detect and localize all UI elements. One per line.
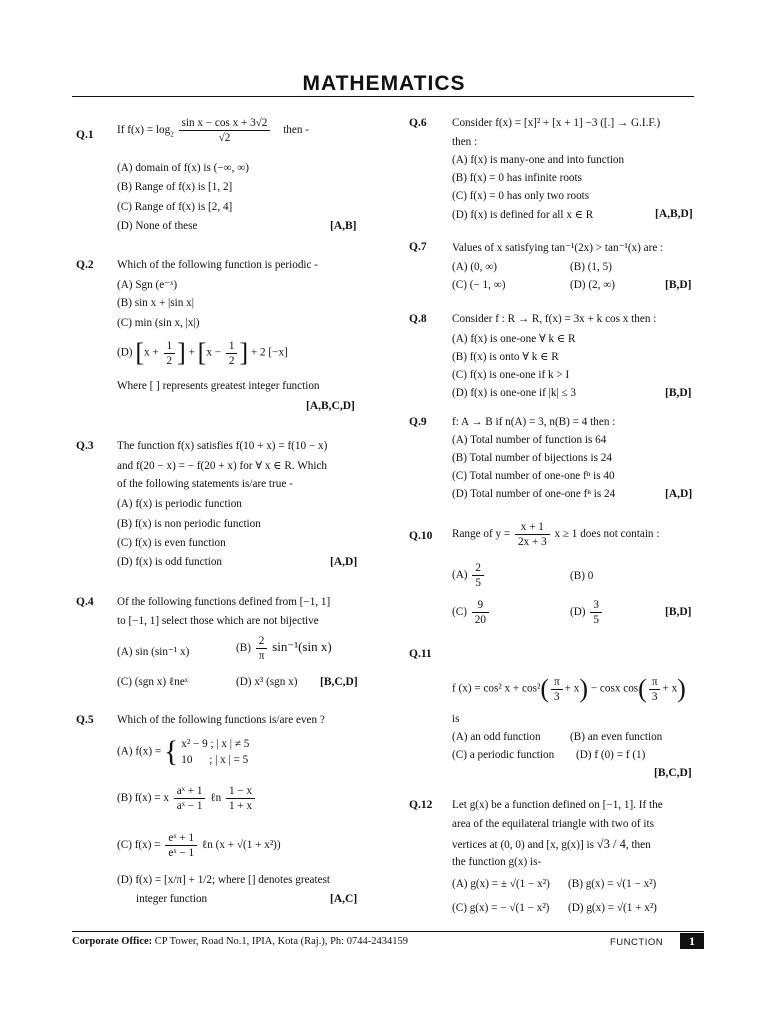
q2-option-d: (D) [x + $\frac{1}{2}$ ] + [x − $\frac{1}{2}$ ] + 2 [−x] bbox=[117, 338, 288, 367]
q2-half-num: 1 bbox=[164, 339, 176, 354]
q10-a-num: 2 bbox=[472, 561, 484, 576]
q11-is: is bbox=[452, 713, 460, 725]
q6-option-d: (D) f(x) is defined for all x ∈ R bbox=[452, 209, 594, 221]
q1-option-c: (C) Range of f(x) is [2, 4] bbox=[117, 201, 233, 213]
q5-a-case-2: 10 ; | x | = 5 bbox=[181, 754, 249, 766]
q12-line-4: the function g(x) is- bbox=[452, 856, 542, 868]
q9-option-c: (C) Total number of one-one fⁿ is 40 bbox=[452, 470, 615, 482]
q12-l3-post: , then bbox=[625, 839, 651, 851]
page-title: MATHEMATICS bbox=[302, 72, 466, 95]
q11-option-c: (C) a periodic function bbox=[452, 749, 555, 761]
q9-option-b: (B) Total number of bijections is 24 bbox=[452, 452, 612, 464]
q1-option-d: (D) None of these bbox=[117, 220, 198, 232]
q12-line-3 bbox=[452, 837, 651, 852]
q5-c-label: (C) f(x) = bbox=[117, 839, 161, 852]
q9-stem: f: A → B if n(A) = 3, n(B) = 4 then : bbox=[452, 416, 616, 428]
q12-line-1: Let g(x) be a function defined on [−1, 1]. If the bbox=[452, 799, 663, 811]
q7-option-b: (B) (1, 5) bbox=[570, 261, 612, 273]
q6-line-2: then : bbox=[452, 136, 478, 148]
q4-option-a: (A) sin (sin⁻¹ x) bbox=[117, 646, 190, 658]
q10-d-label: (D) bbox=[570, 606, 586, 619]
q12-line-2: area of the equilateral triangle with two of its bbox=[452, 818, 654, 830]
q7-option-a: (A) (0, ∞) bbox=[452, 261, 497, 273]
q1-number: Q.1 bbox=[76, 129, 94, 141]
q5-a-case-1: x² − 9 ; | x | ≠ 5 bbox=[181, 738, 250, 750]
q3-option-b: (B) f(x) is non periodic function bbox=[117, 518, 261, 530]
q4-answer: [B,C,D] bbox=[320, 676, 358, 688]
q8-option-d: (D) f(x) is one-one if |k| ≤ 3 bbox=[452, 387, 577, 399]
q11-option-b: (B) an even function bbox=[570, 731, 663, 743]
q12-number: Q.12 bbox=[409, 799, 433, 811]
q12-option-b: (B) g(x) = √(1 − x²) bbox=[568, 878, 657, 890]
q1-stem bbox=[117, 116, 309, 145]
title-rule bbox=[72, 96, 694, 97]
q1-stem-post: then - bbox=[283, 124, 309, 137]
q9-answer: [A,D] bbox=[665, 488, 693, 500]
q6-answer: [A,B,D] bbox=[655, 208, 693, 220]
q3-option-d: (D) f(x) is odd function bbox=[117, 556, 223, 568]
q11-expression: f (x) = cos² x + cos²( $\frac{\pi}{3}$ + x) − cosx cos( $\frac{\pi}{3}$ + x) bbox=[452, 674, 686, 703]
q6-option-c: (C) f(x) = 0 has only two roots bbox=[452, 190, 590, 202]
q5-number: Q.5 bbox=[76, 714, 94, 726]
q10-c-label: (C) bbox=[452, 606, 467, 619]
q10-num: x + 1 bbox=[515, 520, 550, 535]
q7-option-c: (C) (− 1, ∞) bbox=[452, 279, 506, 291]
q2-d-label: (D) bbox=[117, 346, 133, 359]
q10-option-c bbox=[452, 598, 491, 627]
q10-a-den: 5 bbox=[475, 577, 481, 589]
q2-answer: [A,B,C,D] bbox=[306, 400, 355, 412]
q1-numerator: sin x − cos x + 3√2 bbox=[179, 116, 271, 131]
q5-b-num: aˣ + 1 bbox=[174, 784, 206, 799]
q3-answer: [A,D] bbox=[330, 556, 358, 568]
q8-answer: [B,D] bbox=[665, 387, 692, 399]
q5-option-b bbox=[117, 784, 257, 813]
q2-half-num-2: 1 bbox=[226, 339, 238, 354]
q6-number: Q.6 bbox=[409, 117, 427, 129]
q4-option-d: (D) x³ (sgn x) bbox=[236, 676, 298, 688]
q10-answer: [B,D] bbox=[665, 606, 692, 618]
q4-b-label: (B) bbox=[236, 642, 251, 655]
q3-line-1: The function f(x) satisfies f(10 + x) = f(10 − x) bbox=[117, 440, 328, 452]
q3-option-a: (A) f(x) is periodic function bbox=[117, 498, 242, 510]
q2-note: Where [ ] represents greatest integer function bbox=[117, 380, 320, 392]
q12-option-c: (C) g(x) = − √(1 − x²) bbox=[452, 902, 550, 914]
q5-option-d-line-2: integer function bbox=[136, 893, 208, 905]
q2-option-c: (C) min (sin x, |x|) bbox=[117, 317, 200, 329]
q6-option-b: (B) f(x) = 0 has infinite roots bbox=[452, 172, 582, 184]
q4-line-2: to [−1, 1] select those which are not bijective bbox=[117, 615, 319, 627]
q1-option-a: (A) domain of f(x) is (−∞, ∞) bbox=[117, 162, 249, 174]
q5-option-d-line-1: (D) f(x) = [x/π] + 1/2; where [] denotes greatest bbox=[117, 874, 331, 886]
q10-den: 2x + 3 bbox=[518, 536, 547, 548]
q4-b-expr: sin⁻¹(sin x) bbox=[272, 639, 332, 655]
q2-number: Q.2 bbox=[76, 259, 94, 271]
q5-option-a: (A) f(x) = { x² − 9 ; | x | ≠ 5 10 ; | x | = 5 bbox=[117, 735, 250, 768]
q11-expr-3: − cosx cos bbox=[590, 682, 639, 695]
footer-office bbox=[72, 936, 408, 947]
q1-option-b: (B) Range of f(x) is [1, 2] bbox=[117, 181, 233, 193]
q12-option-a: (A) g(x) = ± √(1 − x²) bbox=[452, 878, 550, 890]
q11-answer: [B,C,D] bbox=[654, 767, 692, 779]
q6-option-a: (A) f(x) is many-one and into function bbox=[452, 154, 625, 166]
q10-stem bbox=[452, 520, 659, 549]
q8-option-c: (C) f(x) is one-one if k > I bbox=[452, 369, 570, 381]
q9-number: Q.9 bbox=[409, 416, 427, 428]
q12-option-d: (D) g(x) = √(1 + x²) bbox=[568, 902, 657, 914]
q8-option-b: (B) f(x) is onto ∀ k ∈ R bbox=[452, 351, 559, 363]
q11-option-a: (A) an odd function bbox=[452, 731, 541, 743]
q1-stem-pre: If f(x) = log bbox=[117, 124, 171, 137]
footer-office-label: Corporate Office: bbox=[72, 936, 153, 947]
q11-expr-1: f (x) = cos² x + cos² bbox=[452, 682, 541, 695]
q11-three-1: 3 bbox=[554, 690, 560, 703]
q9-option-d: (D) Total number of one-one fⁿ is 24 bbox=[452, 488, 616, 500]
q11-pi-1: π bbox=[551, 675, 563, 690]
q1-log-base: 2 bbox=[170, 130, 174, 139]
q3-line-2: and f(20 − x) = − f(20 + x) for ∀ x ∈ R. Which bbox=[117, 460, 328, 472]
q2-d-term2: x − bbox=[206, 346, 222, 359]
q10-c-num: 9 bbox=[472, 598, 489, 613]
q10-d-num: 3 bbox=[590, 598, 602, 613]
q10-option-a bbox=[452, 561, 486, 590]
q1-denominator: √2 bbox=[218, 132, 231, 144]
q1-fraction bbox=[179, 116, 271, 145]
q9-option-a: (A) Total number of function is 64 bbox=[452, 434, 607, 446]
q10-option-b: (B) 0 bbox=[570, 570, 594, 582]
q7-option-d: (D) (2, ∞) bbox=[570, 279, 615, 291]
q2-half-den: 2 bbox=[166, 354, 173, 367]
q11-three-2: 3 bbox=[651, 690, 658, 703]
q12-l3-pre: vertices at (0, 0) and [x, g(x)] is bbox=[452, 839, 594, 851]
page-number: 1 bbox=[680, 933, 704, 949]
q8-option-a: (A) f(x) is one-one ∀ k ∈ R bbox=[452, 333, 576, 345]
q7-answer: [B,D] bbox=[665, 279, 692, 291]
q2-stem: Which of the following function is periodic - bbox=[117, 259, 319, 271]
q7-number: Q.7 bbox=[409, 241, 427, 253]
q5-c-den: eˣ − 1 bbox=[168, 847, 195, 859]
q1-answer: [A,B] bbox=[330, 220, 357, 232]
q11-expr-2: + x bbox=[564, 682, 580, 695]
q5-option-c bbox=[117, 831, 281, 860]
q2-half-den-2: 2 bbox=[228, 354, 235, 367]
q5-c-num: eˣ + 1 bbox=[165, 831, 197, 846]
q2-d-tail: + 2 [−x] bbox=[250, 346, 288, 359]
q4-line-1: Of the following functions defined from [−1, 1] bbox=[117, 596, 331, 608]
q5-b-den: aˣ − 1 bbox=[176, 800, 203, 812]
q8-stem: Consider f : R → R, f(x) = 3x + k cos x then : bbox=[452, 313, 657, 325]
q11-number: Q.11 bbox=[409, 648, 432, 660]
q3-option-c: (C) f(x) is even function bbox=[117, 537, 226, 549]
q11-option-d: (D) f (0) = f (1) bbox=[576, 749, 646, 761]
q10-a-label: (A) bbox=[452, 569, 468, 582]
q5-answer: [A,C] bbox=[330, 893, 358, 905]
q5-c-ln: ℓn (x + √(1 + x²)) bbox=[201, 839, 281, 852]
q5-b-label: (B) f(x) = x bbox=[117, 792, 169, 805]
q3-line-3: of the following statements is/are true - bbox=[117, 478, 293, 490]
q4-b-num: 2 bbox=[256, 634, 268, 649]
q4-number: Q.4 bbox=[76, 596, 94, 608]
q11-pi-2: π bbox=[649, 675, 661, 690]
q10-d-den: 5 bbox=[593, 614, 599, 626]
q2-option-a: (A) Sgn (e⁻ˣ) bbox=[117, 279, 178, 291]
q5-b-den2: 1 + x bbox=[229, 800, 253, 812]
q7-stem: Values of x satisfying tan⁻¹(2x) > tan⁻¹(x) are : bbox=[452, 242, 664, 254]
q8-number: Q.8 bbox=[409, 313, 427, 325]
q10-number: Q.10 bbox=[409, 530, 433, 542]
q10-stem-post: x ≥ 1 does not contain : bbox=[554, 528, 660, 541]
q5-b-num2: 1 − x bbox=[226, 784, 255, 799]
q5-a-cases bbox=[181, 736, 249, 768]
q10-stem-pre: Range of y = bbox=[452, 528, 511, 541]
footer-office-text: CP Tower, Road No.1, IPIA, Kota (Raj.), Ph: 0744-2434159 bbox=[152, 936, 408, 947]
q10-option-d bbox=[570, 598, 604, 627]
q5-b-ln: ℓn bbox=[210, 792, 222, 805]
q2-option-b: (B) sin x + |sin x| bbox=[117, 297, 194, 309]
q2-d-term1: x + bbox=[144, 346, 159, 359]
footer-rule bbox=[72, 931, 704, 932]
q4-option-c: (C) (sgn x) ℓneˣ bbox=[117, 676, 189, 688]
q6-line-1: Consider f(x) = [x]² + [x + 1] −3 ([.] → G.I.F.) bbox=[452, 117, 661, 129]
q4-b-den: π bbox=[258, 650, 265, 662]
q12-l3-value: √3 / 4 bbox=[596, 837, 626, 851]
q4-option-b bbox=[236, 634, 332, 663]
q10-c-den: 20 bbox=[474, 614, 486, 626]
q5-a-label: (A) f(x) = bbox=[117, 745, 162, 758]
q11-expr-4: + x bbox=[662, 682, 678, 695]
footer-section: FUNCTION bbox=[610, 937, 664, 948]
q5-stem: Which of the following functions is/are even ? bbox=[117, 714, 325, 726]
q3-number: Q.3 bbox=[76, 440, 94, 452]
